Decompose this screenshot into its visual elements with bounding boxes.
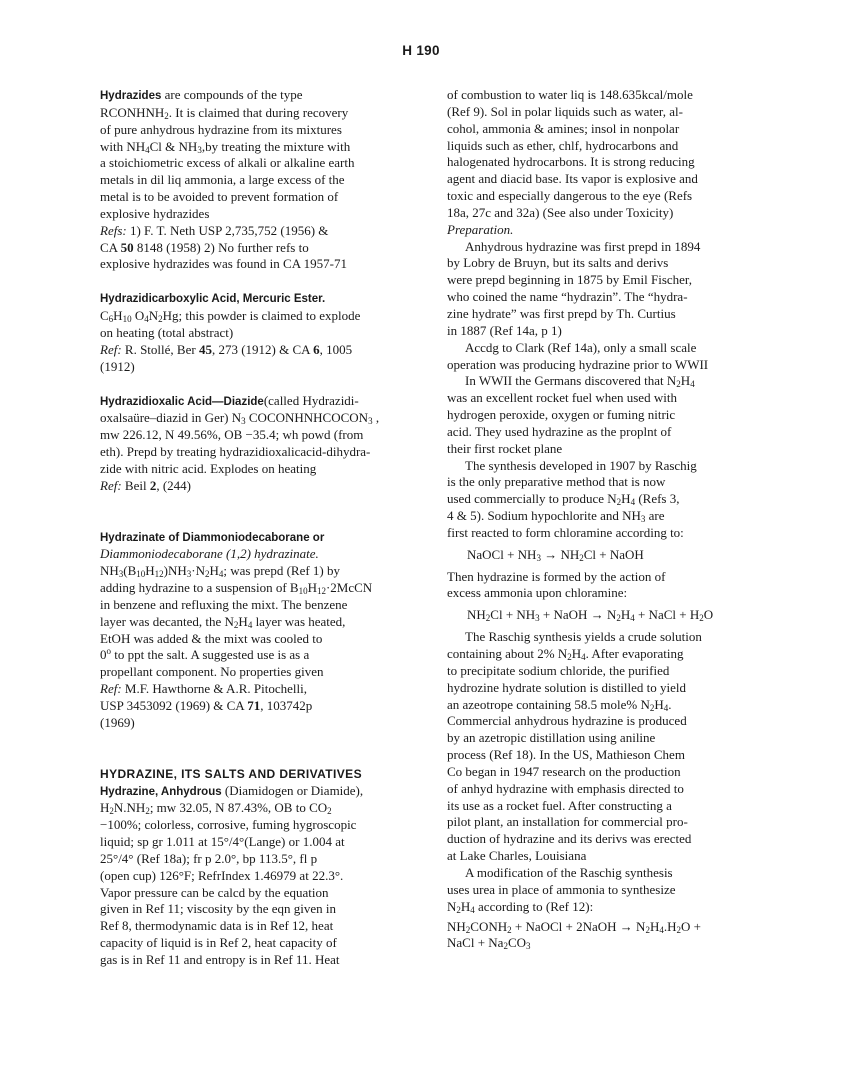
text-line: pilot plant, an installation for commercial pro- bbox=[447, 814, 688, 830]
entry-hydrazides bbox=[100, 87, 415, 273]
paragraph-history bbox=[447, 239, 757, 340]
text-line: $NH_2Cl + NH_3$ + NaOH → $N_2H_4$ + NaCl + $H_2O$ bbox=[467, 607, 714, 624]
text-line: Co began in 1947 research on the production bbox=[447, 763, 681, 779]
text-line: Anhydrous hydrazine was first prepd in 1894 bbox=[465, 238, 701, 254]
text-line: A modification of the Raschig synthesis bbox=[465, 864, 673, 880]
paragraph-properties bbox=[447, 87, 757, 222]
text-line: explosive hydrazides was found in CA 1957-71 bbox=[100, 256, 347, 272]
text-line: The synthesis developed in 1907 by Raschig bbox=[465, 457, 697, 473]
text-line: duction of hydrazine and its derivs was erected bbox=[447, 831, 692, 847]
text-line: Accdg to Clark (Ref 14a), only a small scale bbox=[465, 339, 697, 355]
text-line: liquids such as ether, chlf, hydrocarbons and bbox=[447, 137, 679, 153]
spacer bbox=[100, 495, 415, 529]
text-line: $RCONHNH_2$. It is claimed that during recovery bbox=[100, 104, 349, 121]
text-line: by an azetropic distillation using aniline bbox=[447, 730, 656, 746]
text-line: agent and diacid base. Its vapor is explosive and bbox=[447, 171, 698, 187]
text-line bbox=[100, 290, 415, 308]
text-line bbox=[100, 766, 415, 783]
text-line: NaCl + $Na_2CO_3$ bbox=[447, 935, 531, 952]
text-line: metals in dil liq ammonia, a large excess of the bbox=[100, 172, 345, 188]
text-line: CA 50 8148 (1958) 2) No further refs to bbox=[100, 239, 309, 255]
spacer bbox=[100, 376, 415, 393]
equation-hydrazine bbox=[447, 607, 757, 624]
text-line: $NH_2CONH_2$ + NaOCl + 2NaOH → $N_2H_4.H_2O$ + bbox=[447, 918, 701, 935]
spacer bbox=[100, 732, 415, 766]
text-line: given in Ref 11; viscosity by the eqn given in bbox=[100, 901, 337, 917]
text-line: adding hydrazine to a suspension of $B_{10}H_{12}\cdot 2McCN$ bbox=[100, 580, 373, 597]
text-line: (Ref 9). Sol in polar liquids such as water, al- bbox=[447, 103, 683, 119]
text-line: (open cup) 126°F; RefrIndex 1.46979 at 22.3°. bbox=[100, 867, 344, 883]
paragraph-crude-solution bbox=[447, 629, 757, 865]
text-line: 18a, 27c and 32a) (See also under Toxicity) bbox=[447, 204, 674, 220]
text-line: propellant component. No properties given bbox=[100, 664, 324, 680]
entry-diazide bbox=[100, 393, 415, 495]
text-line bbox=[100, 529, 415, 547]
text-line: $H_2N.NH_2$; mw 32.05, N 87.43%, OB to $CO_2$ bbox=[100, 800, 332, 817]
text-line: gas is in Ref 11 and entropy is in Ref 11. Heat bbox=[100, 951, 340, 967]
entry-heading: Hydrazidicarboxylic Acid, Mercuric Ester. bbox=[100, 293, 326, 306]
text-line: was an excellent rocket fuel when used with bbox=[447, 390, 677, 406]
text-line: with $NH_4Cl$ & $NH_3,by$ treating the mixture with bbox=[100, 138, 351, 155]
text-line: their first rocket plane bbox=[447, 440, 563, 456]
entry-refs: Ref: R. Stollé, Ber 45, 273 (1912) & CA 6, 1005 bbox=[100, 341, 353, 357]
text-line: NaOCl + $NH_3 \to NH_2Cl$ + NaOH bbox=[467, 546, 644, 563]
text-line: were prepd beginning in 1875 by Emil Fischer, bbox=[447, 272, 692, 288]
equation-urea bbox=[447, 919, 757, 953]
text-line: Vapor pressure can be calcd by the equation bbox=[100, 884, 329, 900]
text-line: metal is to be avoided to prevent formation of bbox=[100, 189, 339, 205]
text-line: (1912) bbox=[100, 358, 135, 374]
text-line: operation was producing hydrazine prior to WWII bbox=[447, 356, 709, 372]
text-line: of combustion to water liq is 148.635kcal/mole bbox=[447, 87, 693, 102]
section-heading: HYDRAZINE, ITS SALTS AND DERIVATIVES bbox=[100, 766, 362, 781]
text-line: in 1887 (Ref 14a, p 1) bbox=[447, 322, 562, 338]
text-line: acid. They used hydrazine as the proplnt of bbox=[447, 423, 672, 439]
entry-heading: Hydrazides bbox=[100, 90, 162, 102]
text-line: uses urea in place of ammonia to synthesize bbox=[447, 881, 676, 897]
text-line: excess ammonia upon chloramine: bbox=[447, 585, 628, 601]
text-line: USP 3453092 (1969) & CA 71, 103742p bbox=[100, 698, 313, 713]
text-line: capacity of liquid is in Ref 2, heat capacity of bbox=[100, 935, 337, 951]
text-line: of pure anhydrous hydrazine from its mixtures bbox=[100, 121, 342, 137]
text-line: toxic and especially dangerous to the eye (Refs bbox=[447, 188, 693, 204]
text-line: on heating (total abstract) bbox=[100, 324, 234, 340]
text-line: first reacted to form chloramine according to: bbox=[447, 524, 684, 540]
text-line: Then hydrazine is formed by the action of bbox=[447, 568, 666, 584]
text-line: an azeotrope containing 58.5 mole% $N_2H_4$. bbox=[447, 696, 672, 713]
text-line: containing about 2% $N_2H_4$. After evaporating bbox=[447, 646, 684, 662]
text-line: zide with nitric acid. Explodes on heating bbox=[100, 460, 317, 476]
text-line: is the only preparative method that is now bbox=[447, 474, 666, 490]
entry-heading: Hydrazinate of Diammoniodecaborane or bbox=[100, 531, 325, 544]
paragraph-urea bbox=[447, 865, 757, 916]
text-line: Commercial anhydrous hydrazine is produced bbox=[447, 713, 687, 729]
text-line: hydrogen peroxide, oxygen or fuming nitric bbox=[447, 407, 676, 423]
text-line: Hydrazine, Anhydrous (Diamidogen or Diamide), bbox=[100, 782, 364, 798]
text-line: Hydrazidioxalic Acid—Diazide(called Hydrazidi- bbox=[100, 392, 359, 408]
text-line: of anhyd hydrazine with emphasis directed to bbox=[447, 780, 684, 796]
spacer bbox=[100, 273, 415, 290]
paragraph-raschig bbox=[447, 458, 757, 542]
text-line: $NH_3(B_{10}H_{12})NH_3\cdot N_2H_4$; was prepd (Ref 1) by bbox=[100, 563, 340, 580]
text-line: to precipitate sodium chloride, the purified bbox=[447, 662, 670, 678]
text-line: The Raschig synthesis yields a crude solution bbox=[465, 629, 702, 645]
text-line: halogenated hydrocarbons. It is strong reducing bbox=[447, 154, 695, 170]
right-column bbox=[447, 87, 757, 952]
text-line: 4 & 5). Sodium hypochlorite and $NH_3$ are bbox=[447, 508, 665, 525]
text-line: zine hydrate” was first prepd by Th. Curtius bbox=[447, 305, 676, 321]
entry-heading: Hydrazine, Anhydrous bbox=[100, 785, 222, 798]
page-number: H 190 bbox=[402, 43, 440, 58]
text-line: used commercially to produce $N_2H_4$ (Refs 3, bbox=[447, 491, 680, 508]
text-line: liquid; sp gr 1.011 at 15°/4°(Lange) or 1.004 at bbox=[100, 834, 345, 850]
text-line: $N_2H_4$ according to (Ref 12): bbox=[447, 898, 594, 915]
entry-hydrazine-anhydrous bbox=[100, 766, 415, 969]
text-line: by Lobry de Bruyn, but its salts and derivs bbox=[447, 255, 669, 271]
entry-decaborane bbox=[100, 529, 415, 732]
text-line: EtOH was added & the mixt was cooled to bbox=[100, 630, 323, 646]
text-line: eth). Prepd by treating hydrazidioxalicacid-dihydra- bbox=[100, 444, 371, 460]
equation-chloramine bbox=[447, 547, 757, 564]
entry-mercuric-ester bbox=[100, 290, 415, 375]
text-line: 0$^o$ to ppt the salt. A suggested use is as a bbox=[100, 646, 310, 663]
text-line: process (Ref 18). In the US, Mathieson Chem bbox=[447, 747, 685, 763]
text-line: cohol, ammonia & amines; insol in nonpolar bbox=[447, 120, 680, 136]
text-line: at Lake Charles, Louisiana bbox=[447, 848, 587, 864]
paragraph-wwii bbox=[447, 373, 757, 457]
text-line: −100%; colorless, corrosive, fuming hygroscopic bbox=[100, 817, 357, 833]
text-line: In WWII the Germans discovered that $N_2H_4$ bbox=[465, 373, 695, 390]
text-line: who coined the name “hydrazin”. The “hydra- bbox=[447, 289, 688, 305]
entry-refs: Ref: M.F. Hawthorne & A.R. Pitochelli, bbox=[100, 681, 307, 697]
text-line: Ref 8, thermodynamic data is in Ref 12, heat bbox=[100, 918, 334, 934]
text-line: in benzene and refluxing the mixt. The benzene bbox=[100, 596, 348, 612]
text-line: its use as a rocket fuel. After constructing a bbox=[447, 797, 672, 813]
entry-refs: Refs: 1) F. T. Neth USP 2,735,752 (1956) & bbox=[100, 222, 329, 238]
preparation-heading: Preparation. bbox=[447, 221, 514, 237]
text-line: a stoichiometric excess of alkali or alkaline earth bbox=[100, 155, 355, 171]
text-line: layer was decanted, the $N_2H_4$ layer was heated, bbox=[100, 613, 346, 630]
text-line: explosive hydrazides bbox=[100, 205, 210, 221]
text-line: Diammoniodecaborane (1,2) hydrazinate. bbox=[100, 546, 319, 562]
text-line: oxalsaüre–diazid in Ger) $N_3$ $COCONHNHCOCON_3$ , bbox=[100, 410, 380, 427]
text-line: hydrozine hydrate solution is distilled to yield bbox=[447, 679, 687, 695]
entry-heading: Hydrazidioxalic Acid—Diazide bbox=[100, 395, 264, 408]
left-column bbox=[100, 87, 415, 969]
entry-refs: Ref: Beil 2, (244) bbox=[100, 477, 191, 493]
paragraph-action bbox=[447, 569, 757, 603]
text-line: mw 226.12, N 49.56%, OB −35.4; wh powd (from bbox=[100, 427, 364, 443]
text-line: Hydrazides are compounds of the type bbox=[100, 87, 303, 102]
text-line: (1969) bbox=[100, 714, 135, 730]
text-line: $C_6H_{10}$ $O_4N_2Hg$; this powder is claimed to explode bbox=[100, 308, 361, 325]
paragraph-clark bbox=[447, 340, 757, 374]
text-line: 25°/4° (Ref 18a); fr p 2.0°, bp 113.5°, fl p bbox=[100, 850, 318, 866]
